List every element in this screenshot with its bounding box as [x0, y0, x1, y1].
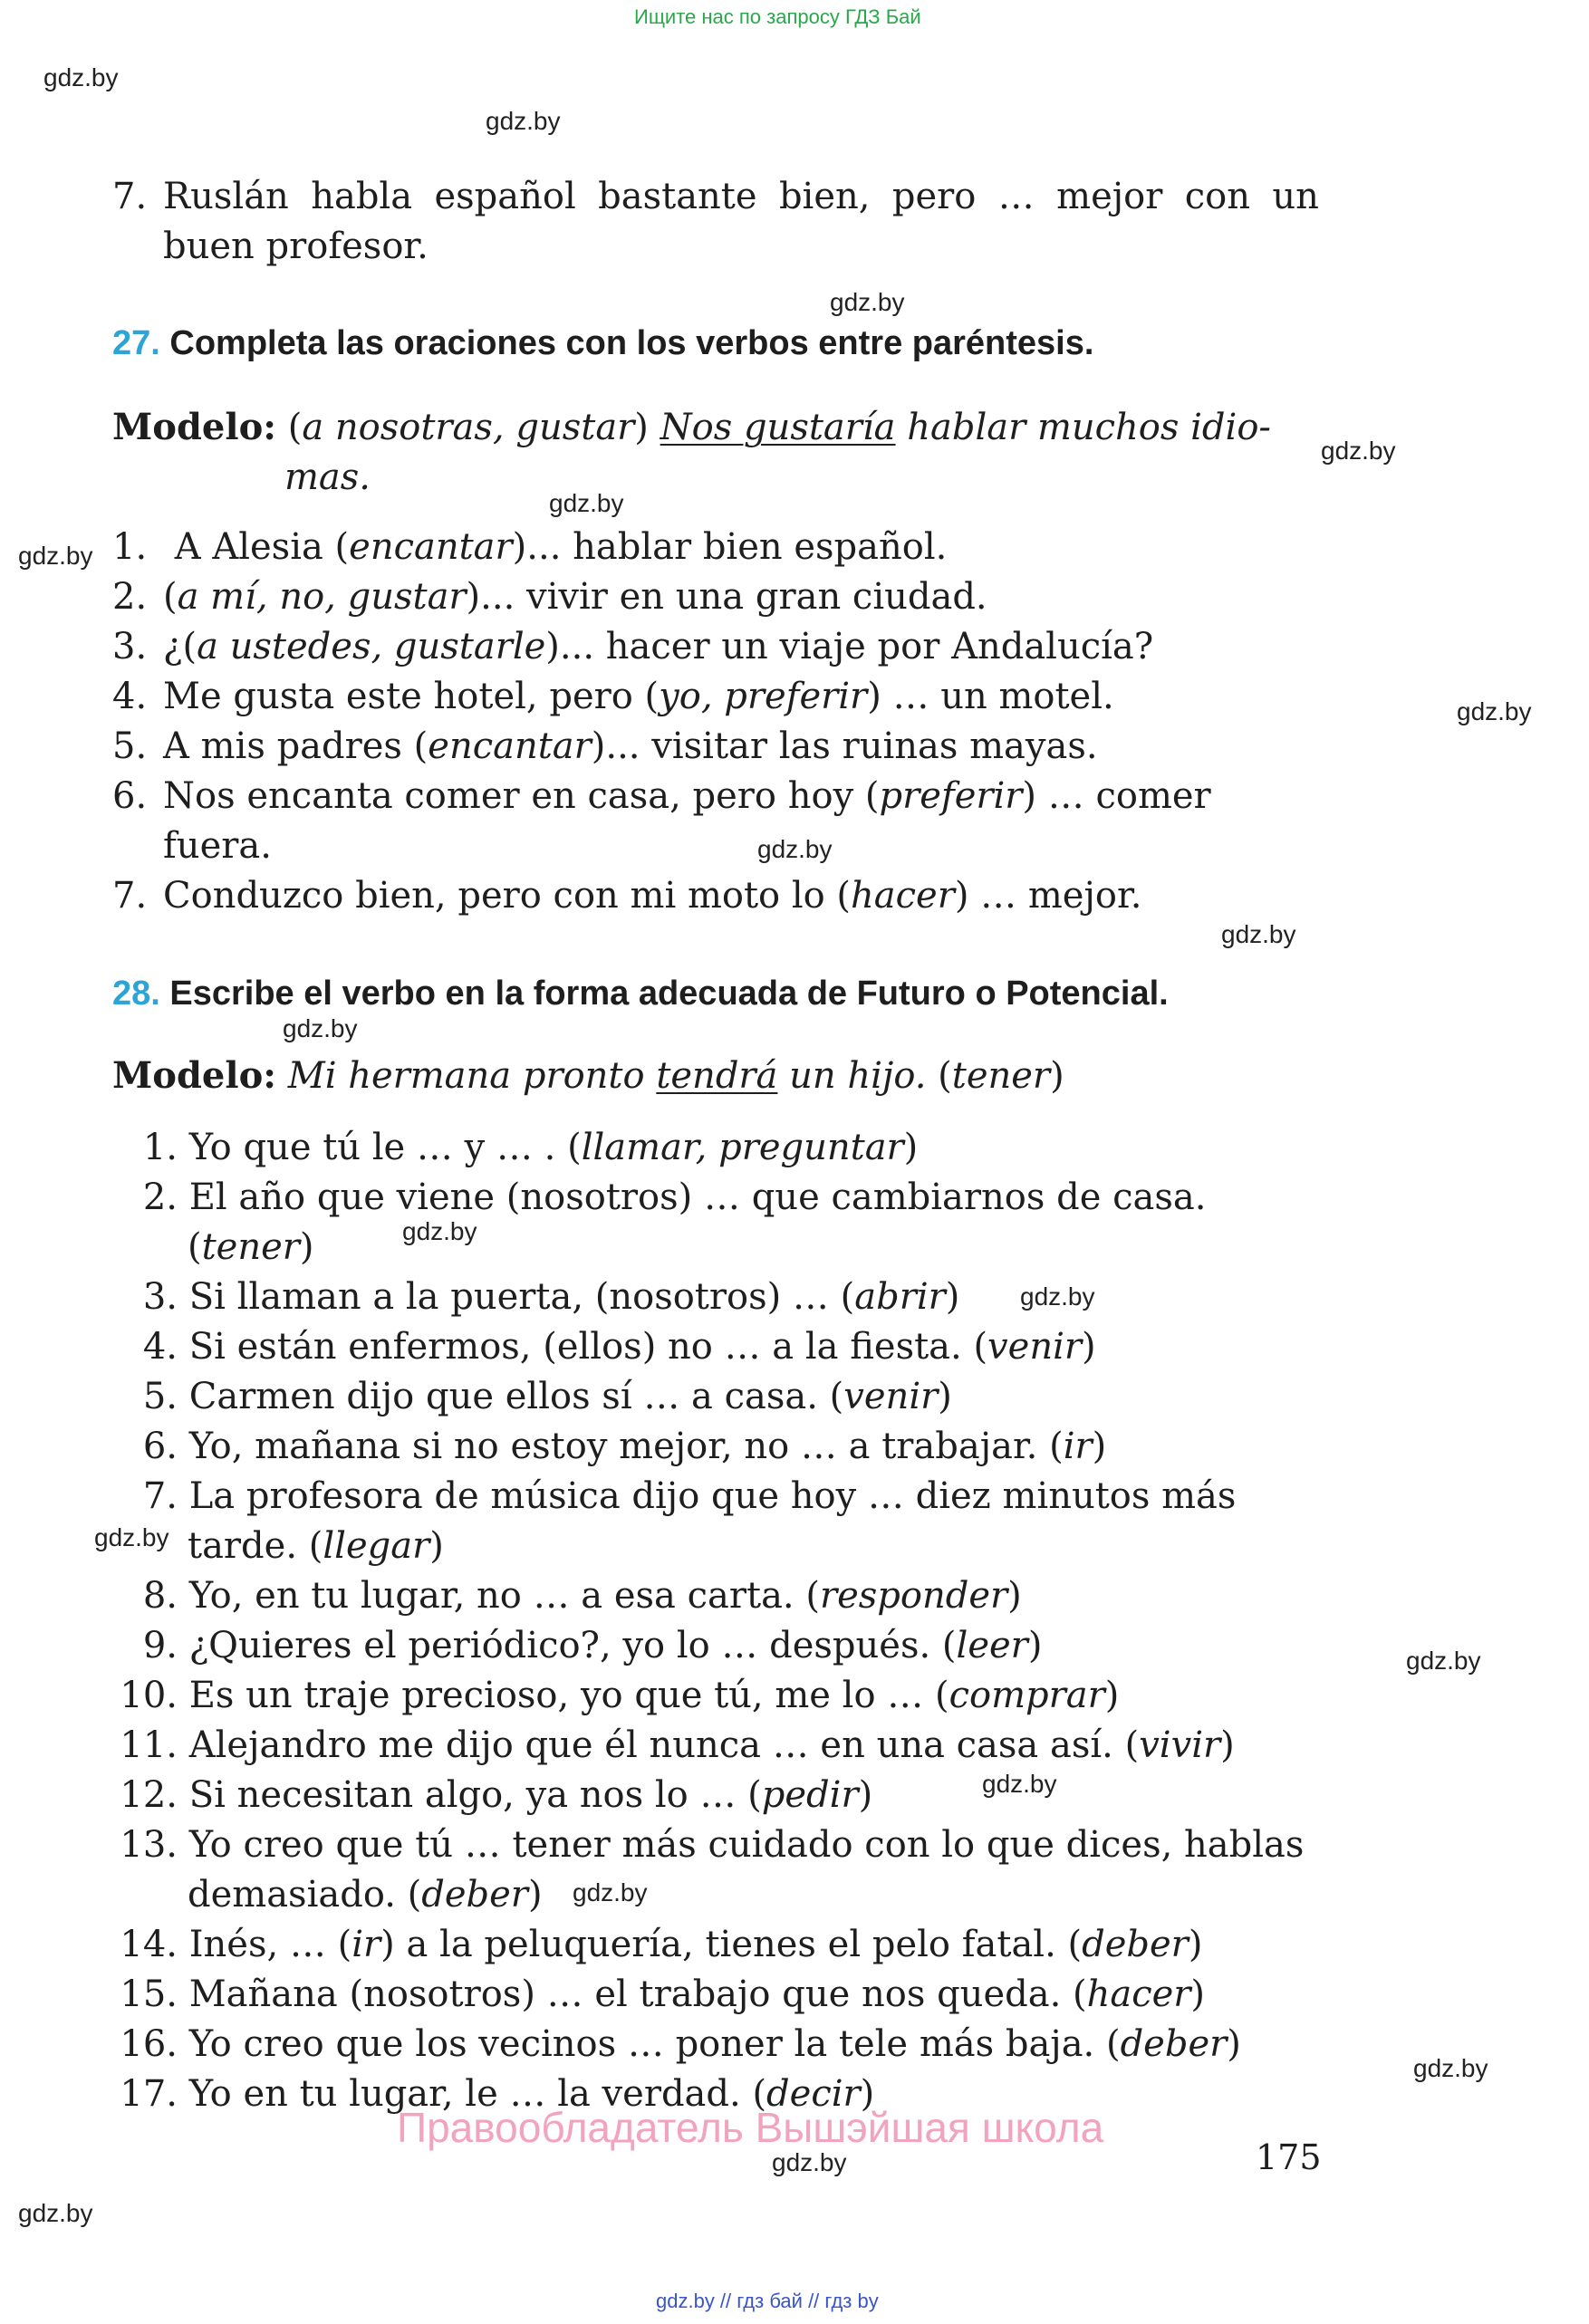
- watermark: gdz.by: [486, 107, 561, 135]
- list-item: 9. ¿Quieres el periódico?, yo lo … después. (leer): [142, 1625, 1043, 1666]
- list-item: 11. Alejandro me dijo que él nunca … en una casa así. (vivir): [120, 1724, 1235, 1766]
- watermark: gdz.by: [1221, 920, 1296, 948]
- top-banner[interactable]: Ищите нас по запросу ГДЗ Бай: [634, 5, 921, 28]
- list-item: 6. Nos encanta comer en casa, pero hoy (preferir) … comer: [112, 775, 1211, 817]
- list-item: 15. Mañana (nosotros) … el trabajo que nos queda. (hacer): [120, 1973, 1206, 2015]
- list-item: 2. (a mí, no, gustar)... vivir en una gran ciudad.: [112, 576, 987, 618]
- copyright-notice: Правообладатель Вышэйшая школа: [397, 2104, 1104, 2151]
- list-item: 6. Yo, mañana si no estoy mejor, no … a trabajar. (ir): [142, 1426, 1107, 1467]
- page-number: 175: [1256, 2137, 1322, 2177]
- list-item: 10. Es un traje precioso, yo que tú, me lo … (comprar): [120, 1675, 1120, 1716]
- exercise-title: Escribe el verbo en la forma adecuada de Futuro o Potencial.: [169, 975, 1169, 1013]
- exercise-number: 27.: [112, 324, 160, 362]
- exercise-number: 28.: [112, 975, 160, 1013]
- list-item: 4. Si están enfermos, (ellos) no … a la fiesta. (venir): [142, 1326, 1096, 1368]
- watermark: gdz.by: [772, 2148, 847, 2176]
- exercise-28-list: 1. Yo que tú le … y … . (llamar, preguntar) 2. El año que viene (nosotros) … que cambiarnos de casa. (tener) 3. Si llaman a la puerta, (nosotros) … (abrir) 4. Si están enfermos, (ellos) no … a la fiesta. (venir) 5. Carmen dijo que ellos sí … a casa. (venir) 6. Yo, mañana si no estoy mejor, no … a trabajar. (ir) 7. La profesora de música dijo que hoy … diez minutos más tarde. (llegar) 8. Yo, en tu lugar, no … a esa carta. (responder) 9. ¿Quieres el periódico?, yo lo … después. (leer) 10. Es un traje precioso, yo que tú, me lo … (comprar) 11. Alejandro me dijo que él nunca … en una casa así. (vivir) 12. Si necesitan algo, ya nos lo … (pedir) 13. Yo creo que tú … tener más cuidado con lo que dices, hablas demasiado. (deber) 14. Inés, … (ir) a la peluquería, tienes el pelo fatal. (deber) 15. Mañana (nosotros) … el trabajo que nos queda. (hacer) 16. Yo creo que los vecinos … poner la tele más baja. (deber) 17. Yo en tu lugar, le … la verdad. (decir): [112, 1123, 1319, 2119]
- exercise-27-model: Modelo: (a nosotras, gustar) Nos gustaría hablar muchos idio- mas.: [112, 406, 1271, 498]
- exercise-28-model: Modelo: Mi hermana pronto tendrá un hijo. (tener): [112, 1054, 1064, 1097]
- list-item: 3. Si llaman a la puerta, (nosotros) … (abrir): [142, 1276, 960, 1318]
- watermark: gdz.by: [757, 835, 833, 863]
- list-item: 7. La profesora de música dijo que hoy … diez minutos más: [142, 1475, 1237, 1517]
- watermark: gdz.by: [1457, 697, 1532, 725]
- list-item: 7. Conduzco bien, pero con mi moto lo (hacer) … mejor.: [112, 875, 1142, 917]
- watermark: gdz.by: [549, 489, 624, 517]
- carryover-item: 7. Ruslán habla español bastante bien, pero … mejor con un buen profesor.: [112, 172, 1319, 272]
- watermark: gdz.by: [1406, 1647, 1481, 1675]
- exercise-title: Completa las oraciones con los verbos entre paréntesis.: [169, 324, 1094, 362]
- list-item: 14. Inés, … (ir) a la peluquería, tienes el pelo fatal. (deber): [120, 1924, 1203, 1965]
- list-item: 13. Yo creo que tú … tener más cuidado con lo que dices, hablas: [120, 1824, 1305, 1866]
- list-item: 5. Carmen dijo que ellos sí … a casa. (venir): [142, 1376, 952, 1417]
- list-item: 5. A mis padres (encantar)... visitar las ruinas mayas.: [112, 725, 1098, 767]
- exercise-27-list: 1. A Alesia (encantar)... hablar bien español. 2. (a mí, no, gustar)... vivir en una gran ciudad. 3. ¿(a ustedes, gustarle)... hacer un viaje por Andalucía? 4. Me gusta este hotel, pero (yo, preferir) … un motel. 5. A mis padres (encantar)... visitar las ruinas mayas. 6. Nos encanta comer en casa, pero hoy (preferir) … comer fuera. 7. Conduzco bien, pero con mi moto lo (hacer) … mejor.: [112, 523, 1319, 921]
- watermark: gdz.by: [573, 1878, 648, 1906]
- watermark: gdz.by: [1020, 1282, 1095, 1311]
- exercise-27-heading: [112, 324, 1093, 363]
- watermark: gdz.by: [402, 1217, 477, 1245]
- list-item: 2. El año que viene (nosotros) … que cambiarnos de casa.: [142, 1176, 1207, 1218]
- watermark: gdz.by: [18, 542, 93, 570]
- watermark: gdz.by: [94, 1523, 169, 1551]
- list-item: 4. Me gusta este hotel, pero (yo, preferir) … un motel.: [112, 676, 1114, 717]
- watermark: gdz.by: [982, 1770, 1057, 1798]
- list-item: 1. Yo que tú le … y … . (llamar, preguntar): [142, 1127, 919, 1168]
- list-item: 12. Si necesitan algo, ya nos lo … (pedir): [120, 1774, 873, 1816]
- list-item: 16. Yo creo que los vecinos … poner la tele más baja. (deber): [120, 2023, 1241, 2065]
- carryover-line1: Ruslán habla español bastante bien, pero … mejor con un: [163, 176, 1319, 217]
- watermark: gdz.by: [283, 1014, 358, 1042]
- watermark: gdz.by: [43, 63, 119, 91]
- exercise-28-heading: [112, 975, 1169, 1013]
- list-item: 3. ¿(a ustedes, gustarle)... hacer un viaje por Andalucía?: [112, 626, 1154, 667]
- list-item: 17. Yo en tu lugar, le … la verdad. (decir): [120, 2073, 875, 2115]
- list-item: 8. Yo, en tu lugar, no … a esa carta. (responder): [142, 1575, 1022, 1617]
- watermark: gdz.by: [1413, 2054, 1488, 2082]
- watermark: gdz.by: [830, 288, 905, 316]
- list-item: 1. A Alesia (encantar)... hablar bien español.: [112, 526, 948, 568]
- footer-links[interactable]: gdz.by // гдз бай // гдз by: [656, 2290, 879, 2312]
- watermark: gdz.by: [18, 2199, 93, 2227]
- watermark: gdz.by: [1321, 437, 1396, 465]
